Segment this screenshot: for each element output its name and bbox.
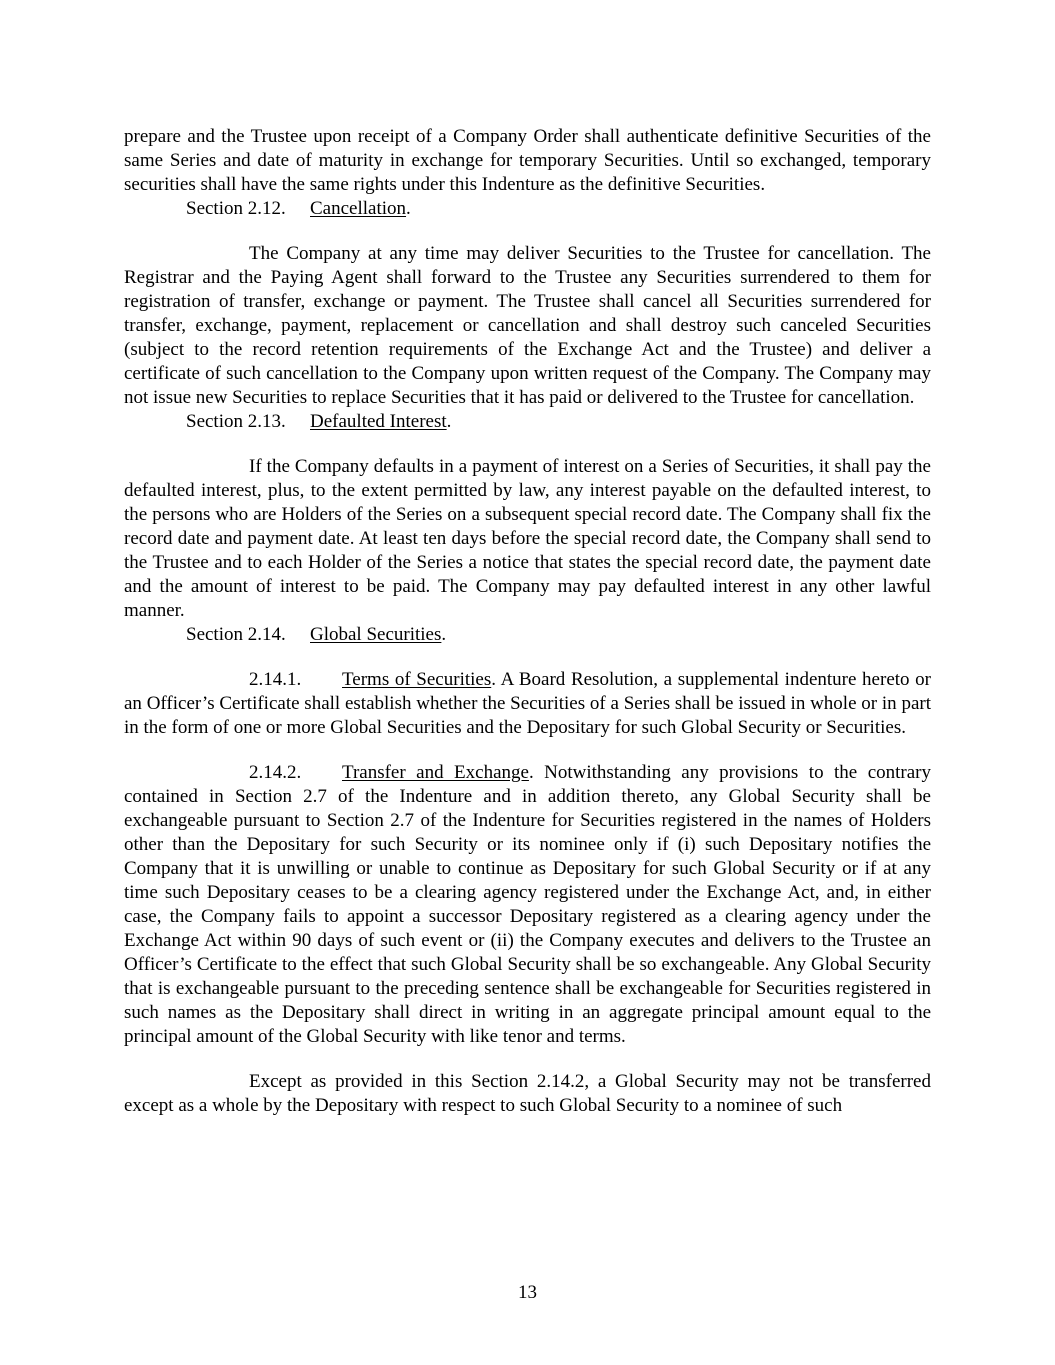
subsection-title: Terms of Securities [342,669,492,690]
subsection-body: . A Board Resolution, a supplemental indenture hereto or an Officer’s Certificate shall establish whether the Securities of a Series shall be issued in whole or in part in the form of one or more Global Securities and the Depositary for such Global Security or Securities. [124,669,931,738]
section-title: Global Securities [310,624,442,645]
title-suffix: . [406,198,411,219]
subsection-number: 2.14.2. [249,762,302,783]
document-page [124,125,931,1118]
section-title: Cancellation [310,198,407,219]
closing-paragraph: Except as provided in this Section 2.14.2, a Global Security may not be transferred except as a whole by the Depositary with respect to such Global Security to a nominee of such [124,1071,931,1116]
section-number: Section 2.13. [186,411,286,432]
section-2-14-heading [124,623,931,647]
title-suffix: . [446,411,452,432]
section-2-13-heading [124,410,931,434]
section-2-13-body: If the Company defaults in a payment of interest on a Series of Securities, it shall pay the defaulted interest, plus, to the extent permitted by law, any interest payable on the defaulted interest, to the persons who are Holders of the Series on a subsequent special record date. The Company shall fix the record date and payment date. At least ten days before the special record date, the Company shall send to the Trustee and to each Holder of the Series a notice that states the special record date, the payment date and the amount of interest to be paid. The Company may pay defaulted interest in any other lawful manner. [124,456,931,621]
section-2-12-body: The Company at any time may deliver Securities to the Trustee for cancellation. The Registrar and the Paying Agent shall forward to the Trustee any Securities surrendered to them for registration of transfer, exchange or payment. The Trustee shall cancel all Securities surrendered for transfer, exchange, payment, replacement or cancellation and shall destroy such canceled Securities (subject to the record retention requirements of the Exchange Act and the Trustee) and deliver a certificate of such cancellation to the Company upon written request of the Company. The Company may not issue new Securities to replace Securities that it has paid or delivered to the Trustee for cancellation. [124,243,931,408]
section-number: Section 2.14. [186,624,286,645]
title-suffix: . [441,624,447,645]
subsection-body: . Notwithstanding any provisions to the contrary contained in Section 2.7 of the Indenture and in addition thereto, any Global Security shall be exchangeable pursuant to Section 2.7 of the Indenture for Securities registered in the names of Holders other than the Depositary for such Security or its nominee only if (i) such Depositary notifies the Company that it is unwilling or unable to continue as Depositary for such Global Security or if at any time such Depositary ceases to be a clearing agency registered under the Exchange Act, and, in either case, the Company fails to appoint a successor Depositary registered as a clearing agency under the Exchange Act within 90 days of such event or (ii) the Company executes and delivers to the Trustee an Officer’s Certificate to the effect that such Global Security shall be so exchangeable. Any Global Security that is exchangeable pursuant to the preceding sentence shall be exchangeable for Securities registered in such names as the Depositary shall direct in writing in an aggregate principal amount equal to the principal amount of the Global Security with like tenor and terms. [124,762,931,1047]
subsection-number: 2.14.1. [249,669,302,690]
intro-paragraph: prepare and the Trustee upon receipt of a Company Order shall authenticate definitive Securities of the same Series and date of maturity in exchange for temporary Securities. Until so exchanged, temporary securities shall have the same rights under this Indenture as the definitive Securities. [124,126,931,195]
subsection-2-14-2 [124,761,931,1049]
page-number: 13 [518,1282,537,1303]
subsection-title: Transfer and Exchange [342,762,529,783]
subsection-2-14-1 [124,668,931,740]
section-number: Section 2.12. [186,198,286,219]
section-title: Defaulted Interest [310,411,447,432]
section-2-12-heading [124,197,931,221]
